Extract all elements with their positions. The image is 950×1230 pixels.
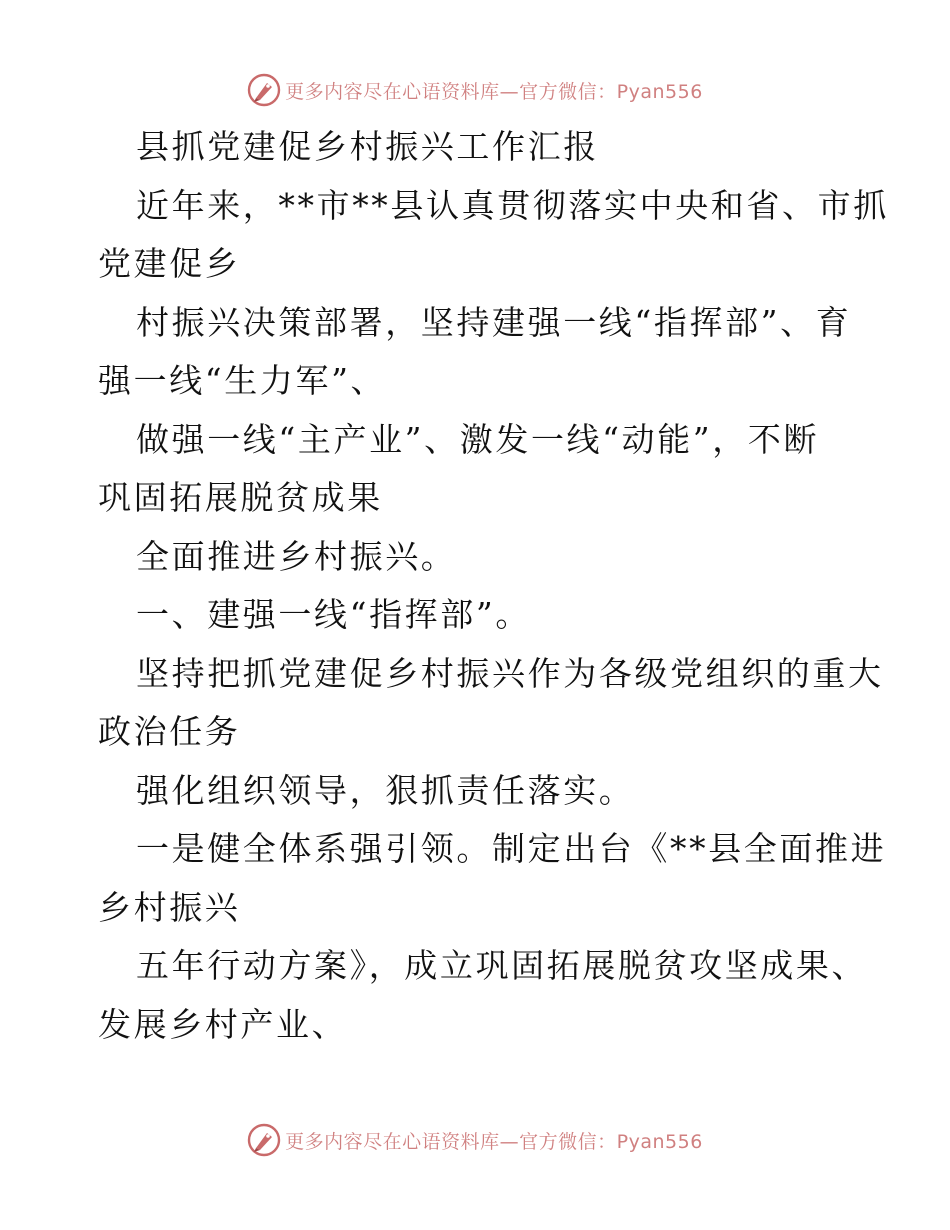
- paragraph-line: 五年行动方案》，成立巩固拓展脱贫攻坚成果、: [136, 946, 868, 985]
- paragraph-line: 强化组织领导，狠抓责任落实。: [136, 770, 635, 810]
- footer-watermark: [0, 1122, 950, 1158]
- paragraph-line: 一是健全体系强引领。制定出台《**县全面推进: [136, 829, 887, 868]
- paragraph-line: 全面推进乡村振兴。: [136, 536, 457, 576]
- document-title: 县抓党建促乡村振兴工作汇报: [136, 127, 599, 166]
- paragraph-line: 村振兴决策部署，坚持建强一线“指挥部”、育: [136, 302, 852, 342]
- paragraph-line: 做强一线“主产业”、激发一线“动能”，不断: [136, 419, 820, 459]
- document-body: [98, 118, 889, 1054]
- paragraph-line: 巩固拓展脱贫成果: [98, 478, 383, 517]
- paragraph-line: 近年来，**市**县认真贯彻落实中央和省、市抓: [136, 185, 889, 225]
- paragraph-line: 乡村振兴: [98, 887, 241, 927]
- pen-nib-logo-icon: [247, 73, 281, 107]
- paragraph-line: 发展乡村产业、: [98, 1004, 348, 1044]
- header-watermark: [0, 72, 950, 108]
- watermark-text: 更多内容尽在心语资料库—官方微信：Pyan556: [285, 80, 703, 103]
- pen-nib-logo-icon: [247, 1123, 281, 1157]
- paragraph-line: 政治任务: [98, 712, 241, 751]
- paragraph-line: 坚持把抓党建促乡村振兴作为各级党组织的重大: [136, 653, 884, 693]
- paragraph-line: 党建促乡: [98, 244, 241, 283]
- paragraph-line: 一、建强一线“指挥部”。: [136, 595, 531, 634]
- watermark-text: 更多内容尽在心语资料库—官方微信：Pyan556: [285, 1130, 703, 1153]
- paragraph-line: 强一线“生力军”、: [98, 361, 387, 400]
